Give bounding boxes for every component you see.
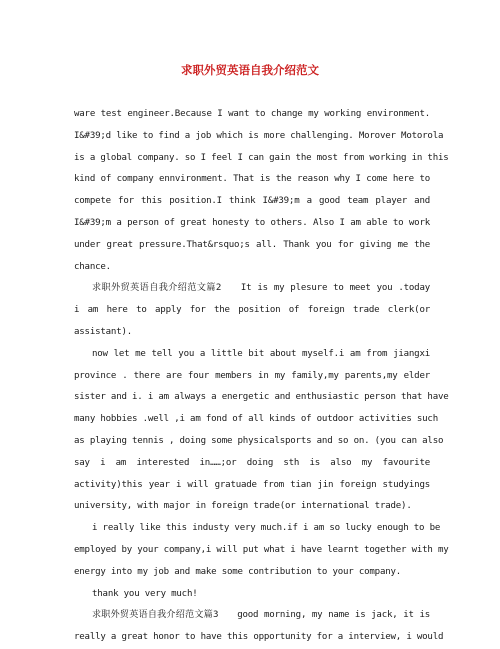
document-title: 求职外贸英语自我介绍范文 [181,63,319,77]
text-line: now let me tell you a little bit about myself.i am from jiangxi [92,348,430,359]
text-line: energy into my job and make some contribution to your company. [74,566,402,577]
text-line: compete for this position.I think I&#39;m a good team player and [74,196,430,207]
text-line: really a great honor to have this opportunity for a interview, i would [74,632,444,643]
text-line: activity)this year i will gratuade from tian jin foreign studyings [74,479,430,490]
text-line: under great pressure.That&rsquo;s all. Thank you for giving me the [74,239,430,250]
text-line: thank you very much! [92,588,198,599]
text-line: as playing tennis , doing some physicalsports and so on. (you can also [74,435,444,446]
text-line: 求职外贸英语自我介绍范文篇2 It is my plesure to meet you .today [92,283,430,294]
text-line: 求职外贸英语自我介绍范文篇3 good morning, my name is jack, it is [92,610,430,621]
text-line: I&#39;d like to find a job which is more challenging. Morover Motorola [74,130,444,141]
text-line: many hobbies .well ,i am fond of all kinds of outdoor activities such [74,414,438,425]
text-line: assistant). [74,326,133,337]
text-line: i am here to apply for the position of foreign trade clerk(or [74,305,430,316]
text-line: university, with major in foreign trade(or international trade). [74,501,412,512]
text-line: province . there are four members in my family,my parents,my elder [74,370,430,381]
text-line: kind of company ennvironment. That is the reason why I come here to [74,174,430,185]
text-line: I&#39;m a person of great honesty to others. Also I am able to work [74,217,430,228]
text-line: chance. [74,261,111,272]
text-line: ware test engineer.Because I want to change my working environment. [74,109,430,119]
text-line: i really like this industy very much.if i am so lucky enough to be [92,523,441,534]
text-line: is a global company. so I feel I can gain the most from working in this [74,152,449,163]
text-line: say i am interested in……;or doing sth is also my favourite [74,457,430,468]
text-line: employed by your company,i will put what i have learnt together with my [74,544,449,555]
document-body [74,104,449,649]
text-line: sister and i. i am always a energetic and enthusiastic person that have [74,392,449,403]
